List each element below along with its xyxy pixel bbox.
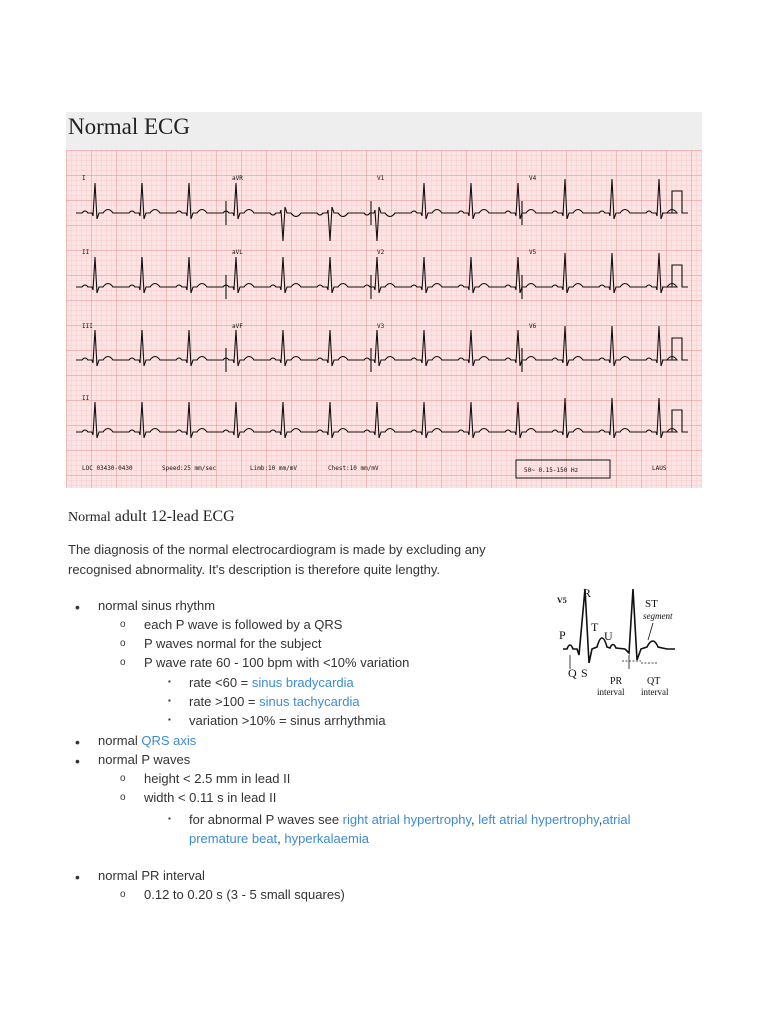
lead-label: aVF <box>232 323 243 330</box>
list-item: 0.12 to 0.20 s (3 - 5 small squares) <box>144 887 345 902</box>
left-atrial-hypertrophy-link[interactable]: left atrial hypertrophy <box>478 812 599 827</box>
list-item: rate >100 = sinus tachycardia <box>189 694 360 709</box>
bullet-marker: o <box>120 889 126 900</box>
diagram-label-s: S <box>581 666 588 680</box>
list-item-continuation: premature beat, hyperkalaemia <box>189 831 369 846</box>
lead-label: I <box>82 175 86 182</box>
bullet-marker: • <box>75 599 80 615</box>
bullet-marker: • <box>75 734 80 750</box>
list-item: normal PR interval <box>98 868 205 883</box>
ecg-complex-diagram <box>555 585 690 700</box>
diagram-label-pr: PR <box>610 676 623 687</box>
bullet-marker: ▪ <box>168 814 171 823</box>
lead-label: III <box>82 323 93 330</box>
lead-label: aVL <box>232 249 243 256</box>
list-item: normal QRS axis <box>98 733 197 748</box>
lead-label: V3 <box>377 323 385 330</box>
list-item: P waves normal for the subject <box>144 636 322 651</box>
section-heading: Normal adult 12-lead ECG <box>68 508 235 525</box>
qrs-axis-link[interactable]: QRS axis <box>141 733 197 748</box>
bullet-marker: • <box>75 869 80 885</box>
hyperkalaemia-link[interactable]: hyperkalaemia <box>284 831 369 846</box>
lead-label: II <box>82 249 90 256</box>
ecg-footer-filter: 50~ 0.15-150 Hz <box>524 467 579 474</box>
ecg-footer-limb: Limb:10 mm/mV <box>250 465 297 472</box>
sinus-bradycardia-link[interactable]: sinus bradycardia <box>251 675 354 690</box>
list-item: P wave rate 60 - 100 bpm with <10% variation <box>144 655 410 670</box>
list-item: for abnormal P waves see right atrial hypertrophy, left atrial hypertrophy,atrial <box>189 812 631 827</box>
lead-label: V4 <box>529 175 537 182</box>
page-title: Normal ECG <box>68 114 191 139</box>
list-item: rate <60 = sinus bradycardia <box>189 675 354 690</box>
diagram-label-pr-interval: interval <box>597 687 625 697</box>
diagram-lead-label: V5 <box>557 596 567 605</box>
intro-paragraph: The diagnosis of the normal electrocardiogram is made by excluding any recognised abnormality. It's description is therefore quite lengthy. <box>68 542 486 577</box>
diagram-label-t: T <box>591 620 599 634</box>
ecg-strip <box>66 150 702 488</box>
list-item: normal P waves <box>98 752 191 767</box>
bullet-marker: o <box>120 638 126 649</box>
bullet-marker: • <box>75 753 80 769</box>
list-item: width < 0.11 s in lead II <box>144 790 277 805</box>
bullet-marker: o <box>120 773 126 784</box>
ecg-footer-speed: Speed:25 mm/sec <box>162 465 217 472</box>
ecg-footer-chest: Chest:10 mm/mV <box>328 465 379 472</box>
sinus-tachycardia-link[interactable]: sinus tachycardia <box>259 694 360 709</box>
diagram-label-qt-interval: interval <box>641 687 669 697</box>
bullet-marker: o <box>120 657 126 668</box>
lead-label: aVR <box>232 175 243 182</box>
right-atrial-hypertrophy-link[interactable]: right atrial hypertrophy <box>342 812 472 827</box>
bullet-marker: ▪ <box>168 715 171 724</box>
list-item: variation >10% = sinus arrhythmia <box>189 713 386 728</box>
diagram-label-q: Q <box>568 666 577 680</box>
diagram-label-qt: QT <box>647 676 661 687</box>
ecg-footer-loc: LOC 03430-0430 <box>82 465 133 472</box>
diagram-label-segment: segment <box>643 611 673 621</box>
ecg-footer-right: LAUS <box>652 465 667 472</box>
atrial-premature-beat-link[interactable]: atrial <box>602 812 631 827</box>
lead-label: V5 <box>529 249 537 256</box>
lead-label: V2 <box>377 249 385 256</box>
bullet-marker: ▪ <box>168 677 171 686</box>
bullet-marker: ▪ <box>168 696 171 705</box>
atrial-premature-beat-link[interactable]: premature beat <box>189 831 278 846</box>
bullet-marker: o <box>120 619 126 630</box>
lead-label: V1 <box>377 175 385 182</box>
lead-label: II <box>82 395 90 402</box>
diagram-label-r: R <box>583 586 592 600</box>
bullet-marker: o <box>120 792 126 803</box>
diagram-label-p: P <box>559 628 566 642</box>
lead-label: V6 <box>529 323 537 330</box>
diagram-label-u: U <box>604 629 613 643</box>
list-item: normal sinus rhythm <box>98 598 216 613</box>
list-item: each P wave is followed by a QRS <box>144 617 343 632</box>
list-item: height < 2.5 mm in lead II <box>144 771 291 786</box>
diagram-label-st: ST <box>645 598 658 610</box>
